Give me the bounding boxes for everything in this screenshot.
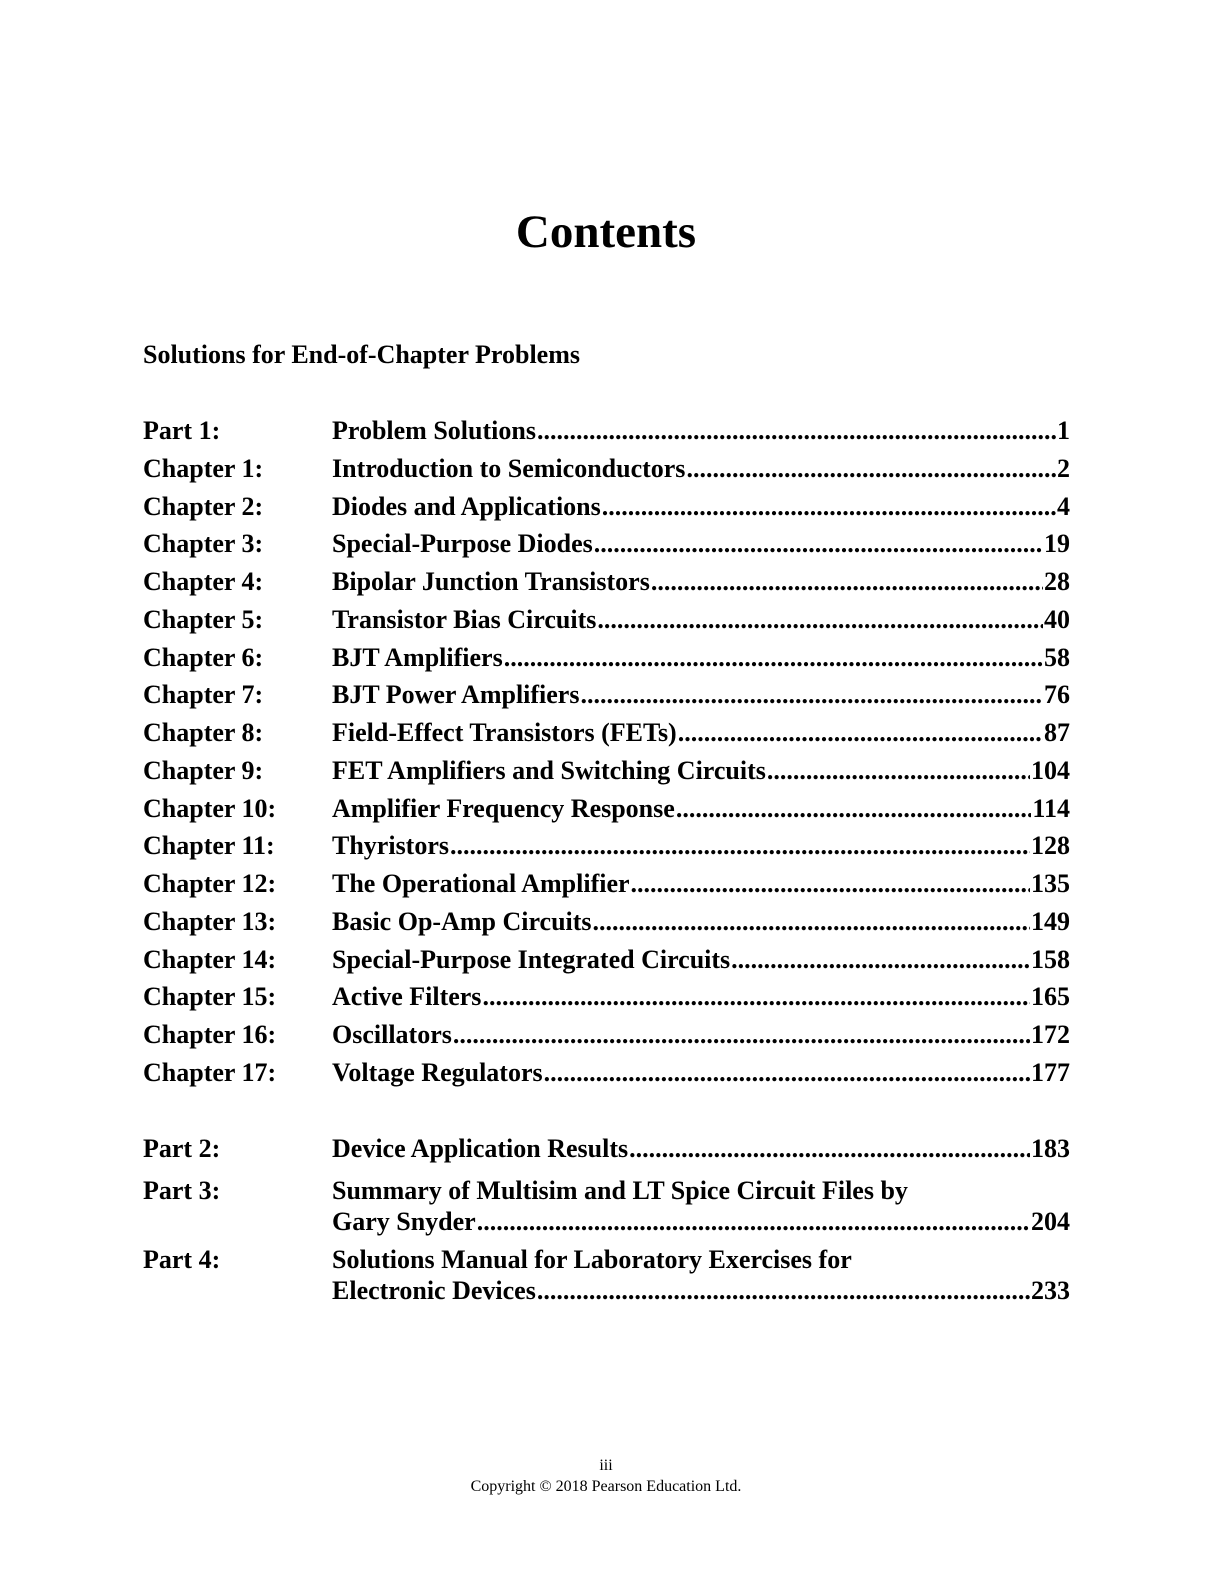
dot-leader [482,978,1030,1016]
toc-entry-label: Chapter 13: [143,906,277,936]
dot-leader [631,865,1030,903]
toc-entry[interactable] [143,752,1070,790]
toc-entry-label: Chapter 17: [143,1057,277,1087]
toc-entry-page: 4 [1057,491,1070,521]
dot-leader [593,903,1030,941]
toc-entry-title: Introduction to Semiconductors [332,453,686,483]
dot-leader [629,1130,1030,1168]
toc-entry-title: Basic Op-Amp Circuits [332,906,592,936]
dot-leader [731,941,1030,979]
footer-page-number: iii [599,1457,613,1474]
toc-entry-page: 76 [1044,680,1070,710]
toc-entry-page: 177 [1031,1057,1070,1087]
toc-entry-label: Part 4: [143,1244,221,1274]
toc-entry-page: 128 [1031,831,1070,861]
toc-part-list [143,1130,1070,1306]
toc-entry-page: 1 [1057,416,1070,445]
toc-entry[interactable] [143,488,1070,526]
toc-entry-page: 114 [1032,793,1070,823]
dot-leader [686,450,1056,488]
dot-leader [651,563,1043,601]
toc-entry-title: Device Application Results [332,1134,629,1163]
toc-entry-page: 19 [1044,529,1070,559]
toc-entry-page: 158 [1031,944,1070,974]
toc-entry[interactable] [143,639,1070,677]
toc-entry-title-line1: Solutions Manual for Laboratory Exercises for [332,1244,852,1274]
toc-entry-label: Chapter 12: [143,869,277,898]
toc-entry-page: 2 [1057,453,1070,483]
toc-entry[interactable] [143,563,1070,601]
footer-copyright: Copyright © 2018 Pearson Education Ltd. [470,1478,742,1495]
toc-entry-label: Chapter 1: [143,453,264,483]
dot-leader [504,639,1043,677]
toc-entry-title: Diodes and Applications [332,491,601,521]
toc-entry[interactable] [143,865,1070,903]
toc-entry[interactable] [143,525,1070,563]
toc-entry-page: 104 [1031,755,1070,785]
dot-leader [477,1206,1030,1237]
toc-entry-title: BJT Power Amplifiers [332,680,580,710]
toc-entry[interactable] [143,1130,1070,1168]
section-heading: Solutions for End-of-Chapter Problems [143,340,580,369]
toc-entry[interactable] [143,412,1070,450]
toc-entry-page: 165 [1031,982,1070,1012]
toc-entry-title: FET Amplifiers and Switching Circuits [332,755,766,785]
dot-leader [597,601,1043,639]
toc-entry[interactable] [143,1244,1070,1306]
dot-leader [453,1016,1030,1054]
toc-entry[interactable] [143,1175,1070,1237]
dot-leader [678,714,1043,752]
toc-entry-page: 28 [1044,567,1070,596]
toc-entry[interactable] [143,1016,1070,1054]
toc-entry-label: Chapter 9: [143,755,264,785]
toc-entry-label: Chapter 15: [143,982,277,1012]
toc-entry[interactable] [143,714,1070,752]
toc-entry-title-line2: Gary Snyder [332,1206,476,1236]
toc-entry-label: Chapter 11: [143,831,275,861]
dot-leader [450,827,1030,865]
toc-entry-page: 233 [1031,1275,1070,1305]
toc-entry-title: Special-Purpose Integrated Circuits [332,944,731,974]
toc-entry-page: 204 [1031,1206,1070,1236]
toc-entry-label: Chapter 14: [143,944,277,974]
dot-leader [602,488,1056,526]
toc-entry-label: Chapter 16: [143,1020,277,1049]
toc-entry-label: Part 2: [143,1134,221,1163]
dot-leader [580,676,1043,714]
toc-entry-page: 40 [1044,604,1070,634]
toc-entry-title: The Operational Amplifier [332,869,630,898]
toc-entry-page: 58 [1044,642,1070,672]
toc-entry[interactable] [143,790,1070,828]
toc-entry-label: Chapter 3: [143,529,264,559]
toc-entry-label: Chapter 4: [143,567,264,596]
toc-entry-page: 149 [1031,906,1070,936]
dot-leader [544,1054,1030,1092]
toc-entry-label: Chapter 5: [143,604,264,634]
toc-entry-title: Active Filters [332,982,482,1012]
toc-entry-title: Oscillators [332,1020,452,1049]
toc-entry[interactable] [143,676,1070,714]
toc-entry-label: Chapter 8: [143,718,264,747]
dot-leader [767,752,1030,790]
toc-entry-title: Field-Effect Transistors (FETs) [332,718,677,747]
toc-entry-title: Transistor Bias Circuits [332,604,597,634]
toc-entry-title: Problem Solutions [332,416,536,445]
toc-entry[interactable] [143,978,1070,1016]
toc-entry-title-line2: Electronic Devices [332,1275,536,1305]
toc-entry-title: BJT Amplifiers [332,642,503,672]
toc-entry-label: Chapter 2: [143,491,264,521]
page-title: Contents [515,206,697,258]
dot-leader [537,412,1056,450]
toc-entry-label: Chapter 7: [143,680,264,710]
toc-entry-label: Chapter 6: [143,642,264,672]
toc-entry[interactable] [143,941,1070,979]
toc-entry-page: 183 [1031,1134,1070,1163]
toc-entry-title: Amplifier Frequency Response [332,793,675,823]
toc-entry-page: 87 [1044,718,1070,747]
toc-entry-label: Part 1: [143,416,221,445]
dot-leader [594,525,1043,563]
toc-entry[interactable] [143,827,1070,865]
toc-entry-label: Part 3: [143,1175,221,1205]
toc-chapter-list [143,412,1070,1092]
toc-entry-title: Thyristors [332,831,449,861]
toc-entry-title: Voltage Regulators [332,1057,543,1087]
toc-entry-title-line1: Summary of Multisim and LT Spice Circuit Files by [332,1175,908,1205]
toc-entry[interactable] [143,903,1070,941]
toc-entry-page: 172 [1031,1020,1070,1049]
toc-entry-label: Chapter 10: [143,793,277,823]
toc-entry[interactable] [143,601,1070,639]
dot-leader [537,1275,1030,1306]
dot-leader [676,790,1032,828]
toc-entry[interactable] [143,1054,1070,1092]
toc-entry-title: Special-Purpose Diodes [332,529,593,559]
toc-entry[interactable] [143,450,1070,488]
toc-entry-page: 135 [1031,869,1070,898]
toc-entry-title: Bipolar Junction Transistors [332,567,650,596]
